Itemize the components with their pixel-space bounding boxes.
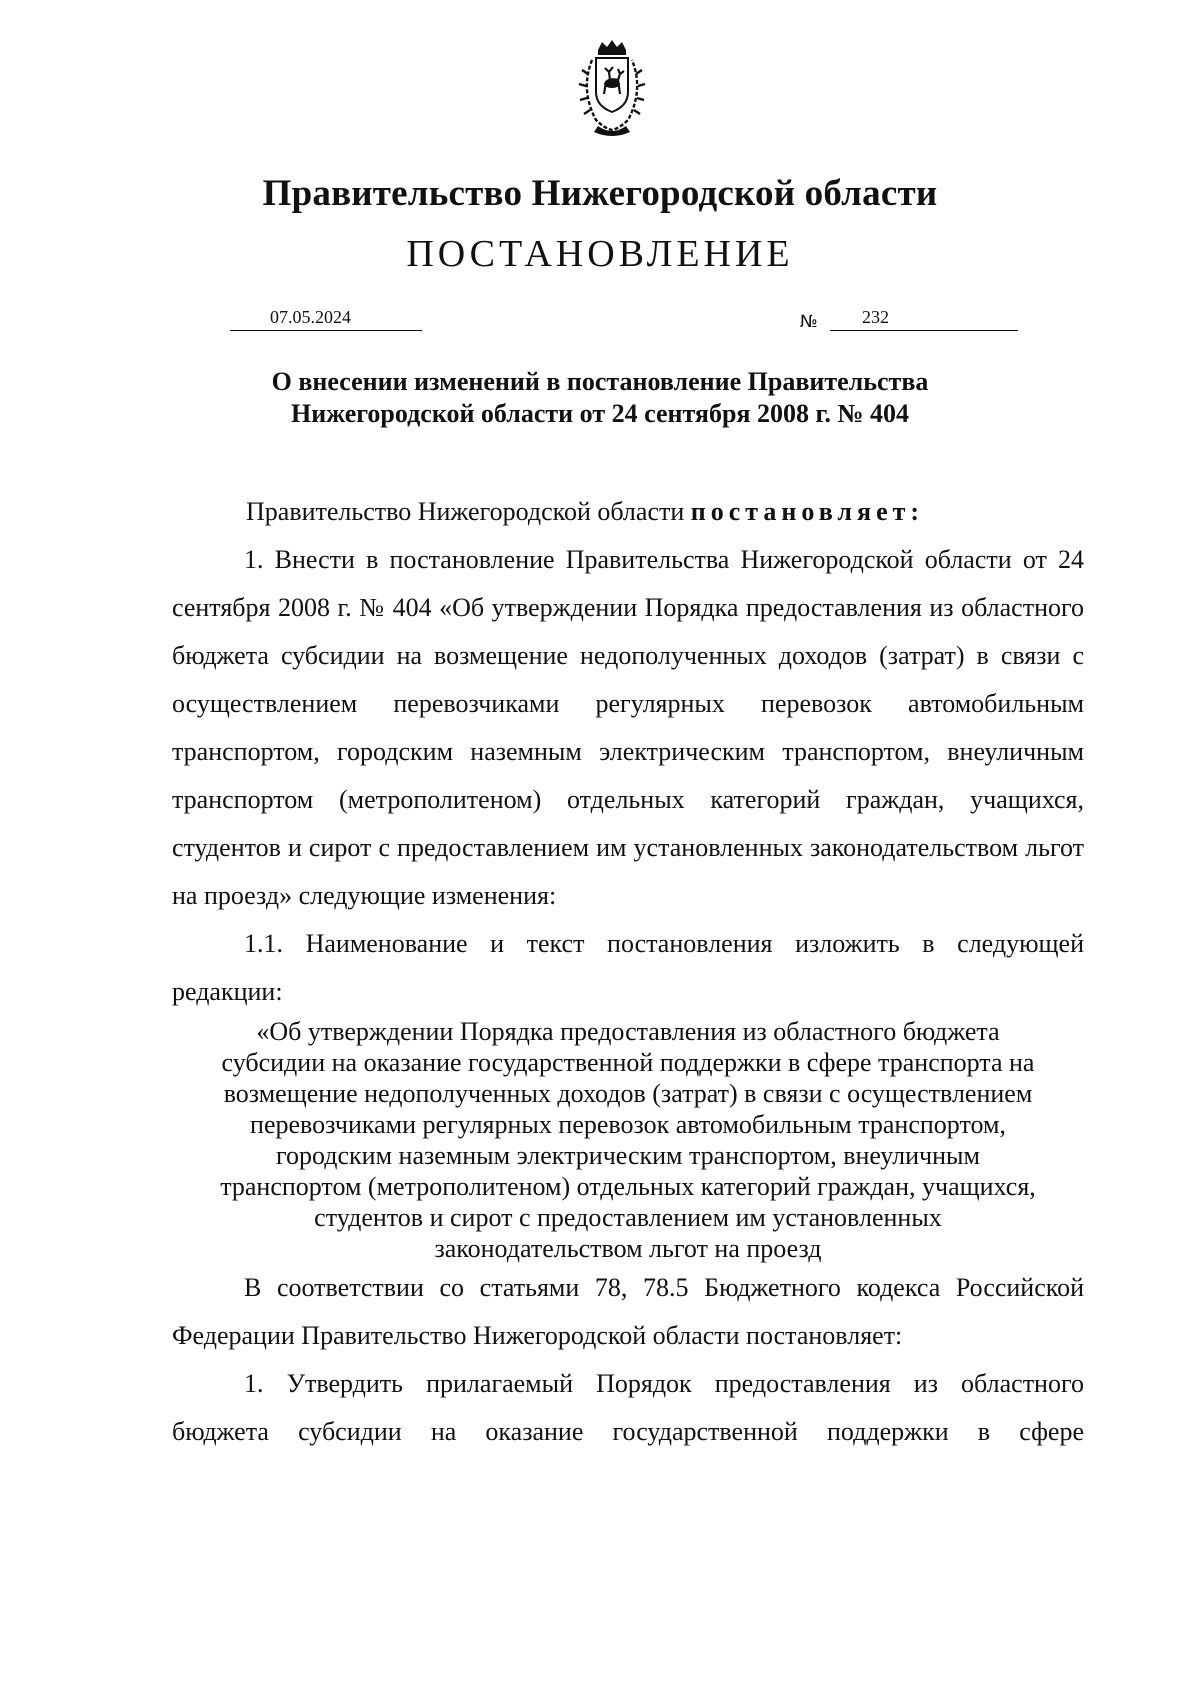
document-subject (0, 366, 1200, 430)
item-1-1-paragraph: 1.1. Наименование и текст постановления изложить в следующей редакции: (172, 929, 1084, 1006)
subject-line-1: О внесении изменений в постановление Правительства (271, 367, 929, 396)
document-number-field (830, 306, 1018, 331)
preamble-prefix: Правительство Нижегородской области (246, 497, 685, 526)
inner-item-1-paragraph: 1. Утвердить прилагаемый Порядок предоставления из областного бюджета субсидии на оказание государственной поддержки в сфере (172, 1369, 1084, 1446)
preamble-verb: постановляет: (690, 497, 925, 526)
number-sign: № (800, 312, 818, 332)
document-date: 07.05.2024 (270, 307, 351, 327)
document-body (172, 488, 1084, 1456)
document-date-field (230, 306, 422, 331)
item-1-paragraph: 1. Внести в постановление Правительства Нижегородской области от 24 сентября 2008 г. № 404 «Об утверждении Порядка предоставления из областного бюджета субсидии на возмещение недополученных доходов (затрат) в связи с осуществлением перевозчиками регулярных перевозок автомобильным транспортом, городским наземным электрическим транспортом, внеуличным транспортом (метрополитеном) отдельных категорий граждан, учащихся, студентов и сирот с предоставлением им установленных законодательством льгот на проезд» следующие изменения: (172, 545, 1084, 910)
document-type: ПОСТАНОВЛЕНИЕ (406, 233, 794, 275)
coat-of-arms-emblem (574, 40, 650, 140)
subject-line-2: Нижегородской области от 24 сентября 2008 г. № 404 (291, 399, 909, 428)
quoted-new-title: «Об утверждении Порядка предоставления из областного бюджета субсидии на оказание государственной поддержки в сфере транспорта на возмещение недополученных доходов (затрат) в связи с осуществлением перевозчиками регулярных перевозок автомобильным транспортом, городским наземным электрическим транспортом, внеуличным транспортом (метрополитеном) отдельных категорий граждан, учащихся, студентов и сирот с предоставлением им установленных законодательством льгот на проезд (220, 1017, 1036, 1263)
document-number: 232 (862, 307, 889, 327)
basis-paragraph: В соответствии со статьями 78, 78.5 Бюджетного кодекса Российской Федерации Правительство Нижегородской области постановляет: (172, 1273, 1084, 1350)
government-title: Правительство Нижегородской области (262, 173, 938, 214)
preamble-paragraph (172, 488, 1084, 536)
